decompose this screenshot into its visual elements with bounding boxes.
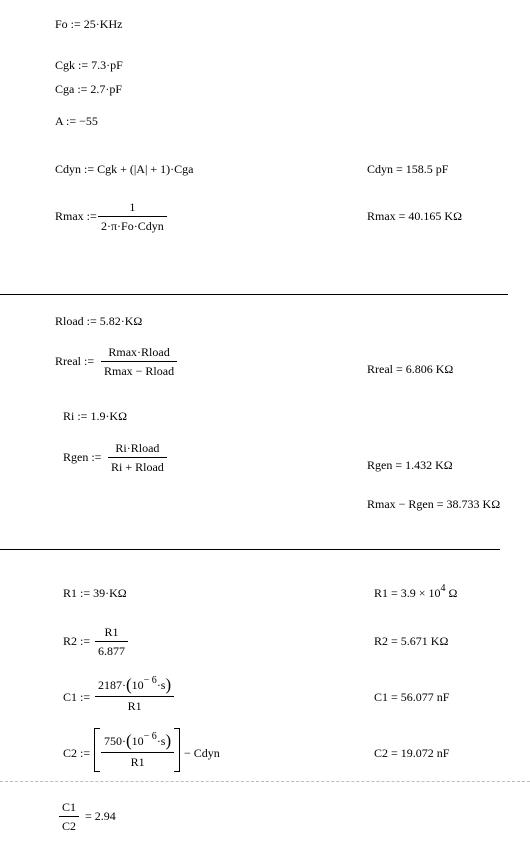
c1-base: 10 bbox=[131, 678, 144, 692]
fraction-bar bbox=[95, 696, 174, 697]
rreal-numerator: Rmax·Rload bbox=[108, 345, 170, 359]
cgk-definition[interactable]: Cgk := 7.3·pF bbox=[55, 58, 123, 72]
close-bracket bbox=[174, 728, 180, 772]
open-paren: ( bbox=[126, 675, 132, 694]
rgen-fraction[interactable] bbox=[108, 441, 167, 474]
rmax-minus-rgen-result[interactable]: Rmax − Rgen = 38.733 KΩ bbox=[367, 497, 501, 511]
rload-definition[interactable]: Rload := 5.82·KΩ bbox=[55, 314, 143, 328]
close-paren: ) bbox=[165, 731, 172, 750]
cga-definition[interactable]: Cga := 2.7·pF bbox=[55, 82, 123, 96]
cdyn-definition[interactable]: Cdyn := Cgk + (|A| + 1)·Cga bbox=[55, 162, 194, 176]
rmax-fraction[interactable] bbox=[98, 200, 167, 233]
c1-lhs[interactable]: C1 := bbox=[63, 690, 91, 704]
c2-lhs[interactable]: C2 := bbox=[63, 746, 91, 760]
rreal-denominator: Rmax − Rload bbox=[104, 364, 175, 378]
r2-result[interactable]: R2 = 5.671 KΩ bbox=[374, 634, 449, 648]
fraction-bar bbox=[59, 816, 79, 817]
c2-unit: ·s bbox=[156, 734, 166, 748]
c1-over-c2-fraction[interactable] bbox=[59, 800, 79, 833]
fraction-bar bbox=[95, 641, 128, 642]
r1-result[interactable] bbox=[374, 583, 458, 602]
c1-fraction[interactable] bbox=[95, 677, 174, 713]
r1-result-exponent: 4 bbox=[440, 583, 446, 594]
c2-denominator: R1 bbox=[130, 755, 145, 769]
ratio-denominator: C2 bbox=[62, 819, 77, 833]
r2-numerator: R1 bbox=[104, 625, 119, 639]
rreal-result[interactable]: Rreal = 6.806 KΩ bbox=[367, 362, 454, 376]
ri-definition[interactable]: Ri := 1.9·KΩ bbox=[63, 409, 128, 423]
rmax-result[interactable]: Rmax = 40.165 KΩ bbox=[367, 209, 463, 223]
rgen-numerator: Ri·Rload bbox=[115, 441, 160, 455]
r1-result-mantissa: R1 = 3.9 × 10 bbox=[374, 586, 441, 600]
c2-base: 10 bbox=[131, 734, 144, 748]
c2-result[interactable]: C2 = 19.072 nF bbox=[374, 746, 450, 760]
c2-fraction[interactable] bbox=[101, 733, 174, 769]
page-break-line bbox=[0, 781, 530, 782]
c1-exponent: − 6 bbox=[143, 675, 157, 686]
r2-denominator: 6.877 bbox=[98, 644, 125, 658]
c1-coefficient: 2187· bbox=[98, 678, 126, 692]
close-paren: ) bbox=[165, 675, 172, 694]
rgen-denominator: Ri + Rload bbox=[111, 460, 164, 474]
rreal-fraction[interactable] bbox=[101, 345, 177, 378]
c1-unit: ·s bbox=[156, 678, 166, 692]
fraction-bar bbox=[101, 361, 177, 362]
cdyn-result[interactable]: Cdyn = 158.5 pF bbox=[367, 162, 449, 176]
fraction-bar bbox=[98, 216, 167, 217]
region-divider bbox=[0, 294, 508, 295]
r2-lhs[interactable]: R2 := bbox=[63, 634, 91, 648]
c2-coefficient: 750· bbox=[104, 734, 126, 748]
r1-definition[interactable]: R1 := 39·KΩ bbox=[63, 586, 127, 600]
c1-numerator bbox=[95, 677, 174, 694]
rgen-lhs[interactable]: Rgen := bbox=[63, 450, 102, 464]
fraction-bar bbox=[101, 752, 174, 753]
fraction-bar bbox=[108, 457, 167, 458]
rmax-numerator: 1 bbox=[129, 200, 136, 214]
rreal-lhs[interactable]: Rreal := bbox=[55, 354, 95, 368]
c2-numerator bbox=[101, 733, 174, 750]
c1-result[interactable]: C1 = 56.077 nF bbox=[374, 690, 450, 704]
open-bracket bbox=[94, 728, 100, 772]
ratio-numerator: C1 bbox=[62, 800, 77, 814]
region-divider bbox=[0, 549, 500, 550]
rgen-result[interactable]: Rgen = 1.432 KΩ bbox=[367, 458, 453, 472]
r1-result-unit: Ω bbox=[448, 586, 458, 600]
rmax-denominator: 2·π·Fo·Cdyn bbox=[101, 219, 164, 233]
r2-fraction[interactable] bbox=[95, 625, 128, 658]
rmax-lhs[interactable]: Rmax := bbox=[55, 209, 97, 223]
c1-denominator: R1 bbox=[127, 699, 142, 713]
fo-definition[interactable]: Fo := 25·KHz bbox=[55, 17, 123, 31]
ratio-result[interactable]: = 2.94 bbox=[85, 809, 116, 823]
a-definition[interactable]: A := −55 bbox=[55, 114, 98, 128]
open-paren: ( bbox=[126, 731, 132, 750]
c2-tail: − Cdyn bbox=[184, 746, 220, 760]
c2-exponent: − 6 bbox=[143, 731, 157, 742]
